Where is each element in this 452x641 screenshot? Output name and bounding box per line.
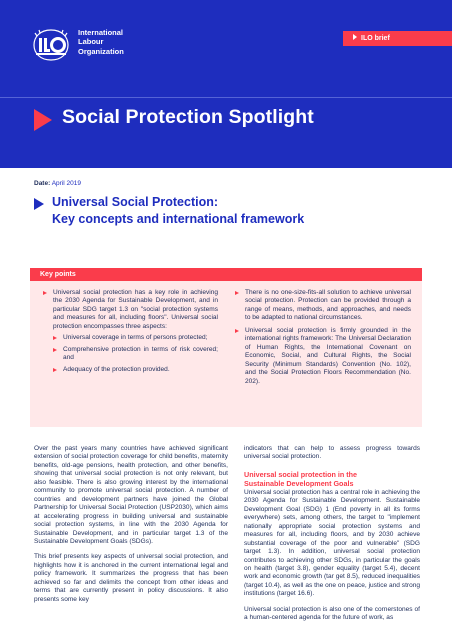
- body-right-column: [244, 445, 420, 623]
- body-paragraph: Over the past years many countries have achieved significant extension of social protection coverage for child benefits, maternity benefits, old-age pensions, health protection, and other benefits, showing that universal social protection is not only relevant, but also feasible. There is also growing interest by the international community to promote universal social protection. A number of countries and development partners have joined the Global Partnership for Universal Social Protection (USP2030), which aims at accelerating progress in building universal and sustainable social protection systems, in line with the 2030 Agenda for Sustainable Development, and in particular target 1.3 of the Sustainable Development Goals (SDGs).: [34, 445, 228, 545]
- header-banner: [0, 0, 452, 168]
- body-paragraph: Universal social protection has a central role in achieving the 2030 Agenda for Sustainable Development. Sustainable Development Goal (SDG) 1 (End poverty in all its forms everywhere) sets, among others, the target to "implement nationally appropriate social protection systems and measures for all, including floors, and by 2030 achieve substantial coverage of the poor and vulnerable" (SDG target 1.3). In addition, universal social protection contributes to achieving other SDGs, in particular the goals on health (target 3.8), gender equality (target 5.4), decent work and economic growth (tar get 8.5), reduced inequalities (target 10.4), as well as the one on peace, justice and strong institutions (target 16.6).: [244, 488, 420, 598]
- key-points-right-column: [235, 289, 411, 386]
- key-point-sub-item: Comprehensive protection in terms of risk covered; and: [53, 346, 218, 363]
- publication-date: [34, 180, 81, 187]
- key-point-item: There is no one-size-fits-all solution to achieve universal social protection. Protection can be provided through a range of means, methods, and approaches, and needs to be adapted to national circumstances.: [235, 289, 411, 323]
- body-paragraph: indicators that can help to assess progress towards universal social protection.: [244, 445, 420, 461]
- key-point-text: Universal social protection has a key role in achieving the 2030 Agenda for Sustainable Development, and in particular SDG target 1.3 on "social protection systems and measures for all, including floors". Universal social protection encompasses three aspects:: [53, 289, 218, 330]
- body-paragraph: Universal social protection is also one of the cornerstones of a human-centered agenda for the future of work, as: [244, 605, 420, 622]
- triangle-arrow-icon: [353, 34, 357, 40]
- body-left-column: [34, 445, 228, 604]
- key-points-heading: Key points: [30, 268, 422, 281]
- section-heading-line-2: Sustainable Development Goals: [244, 478, 354, 488]
- triangle-arrow-icon: [34, 198, 44, 210]
- ilo-brief-tag: [343, 31, 452, 46]
- main-title-line-2: Key concepts and international framework: [52, 211, 305, 226]
- main-title: [52, 194, 304, 227]
- key-points-left-column: [43, 289, 218, 374]
- key-point-sub-item: Adequacy of the protection provided.: [53, 366, 218, 374]
- key-point-sub-list: [53, 334, 218, 374]
- main-title-line-1: Universal Social Protection:: [52, 195, 219, 209]
- brief-tag-label: ILO brief: [361, 35, 390, 42]
- key-point-item: Universal social protection is firmly grounded in the international rights framework: The Universal Declaration of Human Rights, the International Covenant on Economic, Social, and Cultural Rights, the Social Security (Minimum Standards) Convention (No. 102), and the Social Protection Floors Recommendation (No. 202).: [235, 327, 411, 386]
- body-paragraph: This brief presents key aspects of universal social protection, and highlights how it is anchored in the current international legal and policy framework. It summarizes the progress that has been achieved so far and delimits the concept from other ideas and terms that are currently present in policy discussions. It also presents some key: [34, 553, 228, 603]
- date-value: April 2019: [51, 180, 81, 187]
- section-heading: [244, 470, 420, 488]
- key-point-item: [43, 289, 218, 374]
- series-title: Social Protection Spotlight: [62, 106, 314, 128]
- organization-name: International Labour Organization: [78, 28, 124, 56]
- key-points-box: [30, 268, 422, 427]
- ilo-logo-icon: [30, 27, 72, 63]
- date-label: Date:: [34, 180, 51, 187]
- triangle-arrow-icon: [34, 109, 52, 131]
- header-divider: [0, 97, 452, 98]
- key-point-sub-item: Universal coverage in terms of persons protected;: [53, 334, 218, 342]
- section-heading-line-1: Universal social protection in the: [244, 469, 358, 479]
